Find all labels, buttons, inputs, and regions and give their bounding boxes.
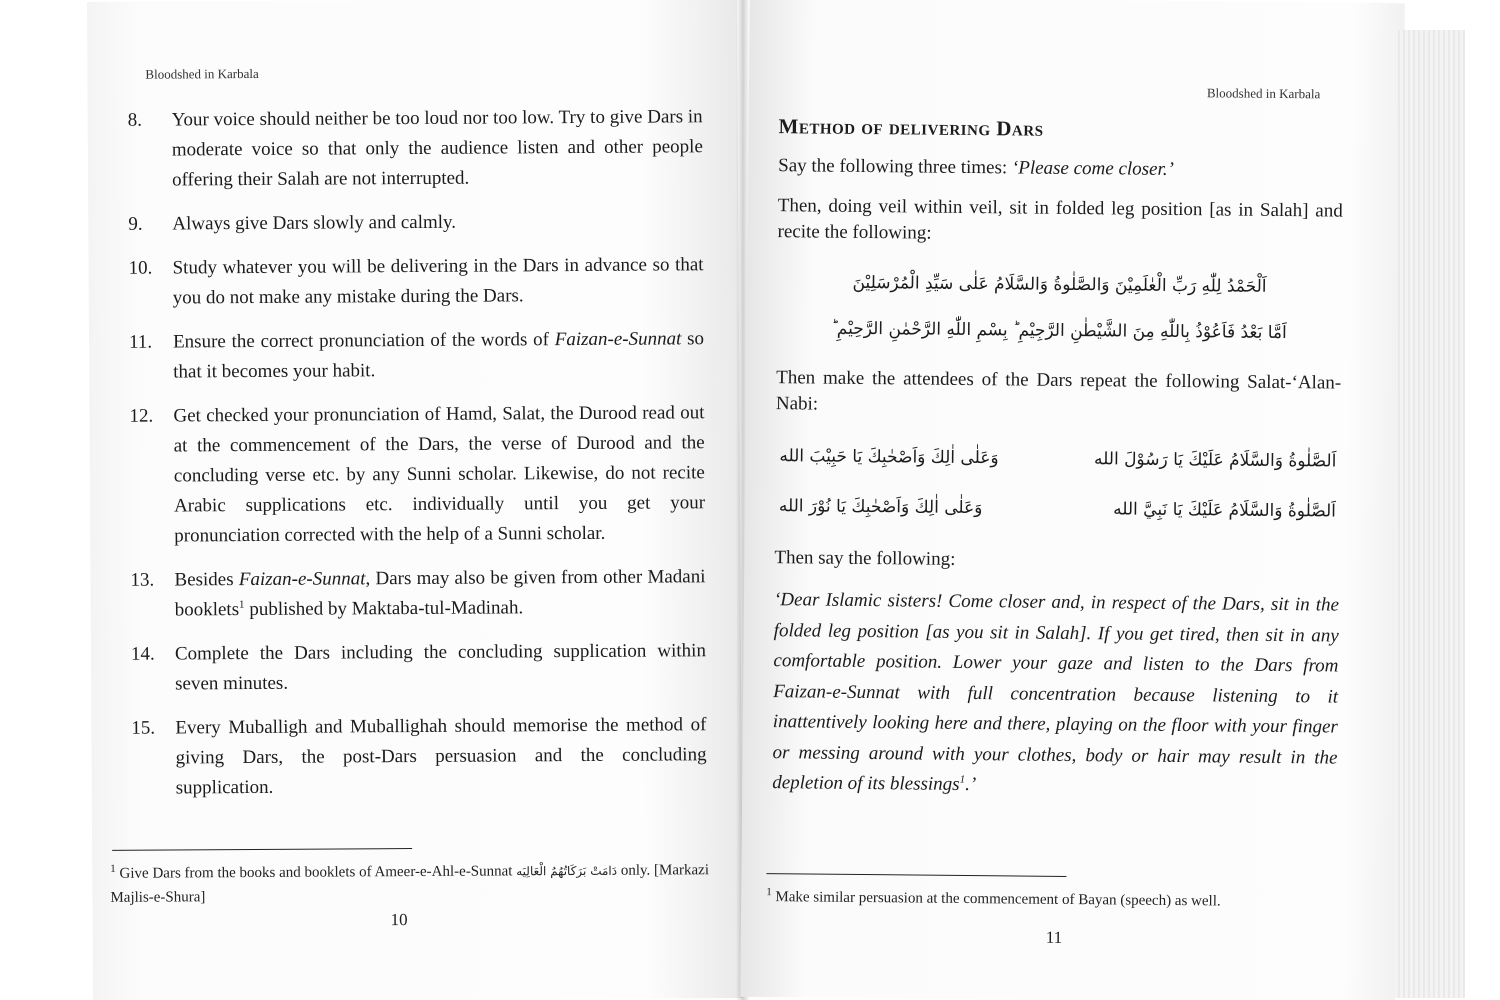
right-page-body xyxy=(772,114,1344,804)
rule-text-part: , Dars may also be given from other Madani booklets xyxy=(174,566,706,621)
book-title: Faizan-e-Sunnat xyxy=(554,328,682,351)
footnote-marker: 1 xyxy=(110,862,116,875)
quote-paragraph xyxy=(772,585,1339,804)
rule-item xyxy=(129,398,705,552)
salat-text: اَلصَّلٰوةُ وَالسَّلَامُ عَلَيْكَ يَا رَسُوْلَ الله xyxy=(1093,449,1337,472)
rule-text xyxy=(175,636,706,699)
page-number: 11 xyxy=(1045,927,1063,947)
rule-text-part: Complete the Dars including the concluding supplication within seven minutes. xyxy=(174,640,706,695)
footnote xyxy=(110,858,710,910)
footnote-tail: only. [Markazi Majlis-e-Shura] xyxy=(110,862,710,906)
rule-item xyxy=(129,324,704,388)
instruction-say-three-times xyxy=(778,153,1343,184)
section-title: Method of delivering Dars xyxy=(778,114,1044,141)
footnote-text: Make similar persuasion at the commencement of Bayan (speech) as well. xyxy=(771,889,1221,910)
left-page xyxy=(87,0,743,1000)
running-head: Bloodshed in Karbala xyxy=(145,65,259,82)
rule-text-part: Study whatever you will be delivering in the Dars in advance so that you do not make any mistake during the Dars. xyxy=(172,254,704,309)
arabic-line: اَلْحَمْدُ لِلّٰهِ رَبِّ الْعٰلَمِيْنَ وَالصَّلٰوةُ وَالسَّلَامُ عَلٰى سَيِّدِ الْمُرْسَلِيْنَ xyxy=(852,272,1267,297)
rule-text xyxy=(173,324,704,387)
arabic-line: اَمَّا بَعْدُ فَاَعُوْذُ بِاللّٰهِ مِنَ الشَّيْطٰنِ الرَّجِيْمِ ؕ بِسْمِ اللّٰهِ الرَّحْمٰنِ الرَّحِيْمِ ؕ xyxy=(831,318,1287,344)
rule-text-part: Besides xyxy=(174,569,239,591)
rule-number: 14. xyxy=(130,643,155,665)
salat-text: اَلصَّلٰوةُ وَالسَّلَامُ عَلَيْكَ يَا نَبِيَّ الله xyxy=(1113,499,1336,522)
footnote-marker: 1 xyxy=(238,598,245,611)
rule-text-part: Your voice should neither be too loud nor too low. Try to give Dars in moderate voice so that only the audience listen and other people offering their Salah are not interrupted. xyxy=(171,106,703,191)
rule-item xyxy=(128,206,703,240)
footnote-divider xyxy=(766,873,1066,877)
instruction-text: Say the following three times: xyxy=(778,155,1013,179)
rule-text xyxy=(173,398,705,551)
footnote-divider xyxy=(112,848,412,851)
salat-row xyxy=(775,481,1340,536)
rule-number: 8. xyxy=(127,109,142,131)
rule-number: 15. xyxy=(131,717,156,739)
salat-row xyxy=(775,431,1340,486)
arabic-opening xyxy=(776,259,1342,356)
rule-text xyxy=(172,250,703,313)
please-come-closer: ‘Please come closer.’ xyxy=(1011,157,1175,180)
right-page xyxy=(740,0,1405,1000)
rule-text-part: so that it becomes your habit. xyxy=(173,328,705,383)
rule-number: 9. xyxy=(128,213,143,235)
rule-text-part: Every Muballigh and Muballighah should memorise the method of giving Dars, the post-Dars persuasion and the concluding supplication. xyxy=(175,714,707,799)
rule-number: 10. xyxy=(128,257,153,279)
rule-text-part: Get checked your pronunciation of Hamd, Salat, the Durood read out at the commencement of the Dars, the verse of Durood and the concluding verse etc. by any Sunni scholar. Likewise, do not recite Arabic supplications etc. individually until you get your pronunciation corrected with the help of a Sunni scholar. xyxy=(173,402,706,547)
footnote xyxy=(766,885,1366,915)
rule-text xyxy=(175,710,707,803)
salat-text: وَعَلٰى اٰلِكَ وَاَصْحٰبِكَ يَا حَبِيْبَ الله xyxy=(779,446,999,469)
instruction-sit: Then, doing veil within veil, sit in folded leg position [as in Salah] and recite the following: xyxy=(777,195,1343,244)
quote-end: .’ xyxy=(965,773,977,796)
rule-item xyxy=(130,562,705,626)
instruction-repeat: Then make the attendees of the Dars repeat the following Salat-‘Alan-Nabi: xyxy=(775,367,1342,415)
rule-text xyxy=(172,102,704,195)
rule-item xyxy=(128,102,704,196)
page-edges xyxy=(1395,30,1465,998)
rule-number: 11. xyxy=(128,331,153,353)
salat-text: وَعَلٰى اٰلِكَ وَاَصْحٰبِكَ يَا نُوْرَ الله xyxy=(778,496,983,519)
rule-text-part: Ensure the correct pronunciation of the words of xyxy=(172,329,555,353)
rule-item xyxy=(128,250,703,314)
footnote-arabic-honorific: دَامَتْ بَرَكَاتُهُمُ الْعَالِيَه xyxy=(516,863,618,879)
rule-number: 12. xyxy=(129,405,154,427)
footnote-text: Give Dars from the books and booklets of Ameer-e-Ahl-e-Sunnat xyxy=(115,863,517,882)
page-number: 10 xyxy=(390,910,408,930)
rule-text xyxy=(174,562,705,625)
running-head: Bloodshed in Karbala xyxy=(1206,85,1321,102)
quote-text: ‘Dear Islamic sisters! Come closer and, in respect of the Dars, sit in the folded leg position [as you sit in Salah]. If you get tired, then sit in any comfortable position. Lower your gaze and listen to the Dars from Faizan-e-Sunnat with full concentration because listening to it inattentively looking here and there, playing on the floor with your finger or messing around with your clothes, body or hair may result in the depletion of its blessings xyxy=(772,589,1340,795)
rule-text-part: Always give Dars slowly and calmly. xyxy=(172,211,457,235)
rule-item xyxy=(131,636,706,700)
rule-text-part: published by Maktaba-tul-Madinah. xyxy=(244,597,524,621)
quote-footnote-marker: 1 xyxy=(959,773,966,786)
rule-text xyxy=(172,206,703,239)
instruction-then-say: Then say the following: xyxy=(774,547,956,570)
book-title: Faizan-e-Sunnat xyxy=(238,568,366,591)
rule-item xyxy=(131,710,707,804)
footnote-marker: 1 xyxy=(766,886,772,899)
rules-list xyxy=(128,102,707,817)
rule-number: 13. xyxy=(130,569,155,591)
